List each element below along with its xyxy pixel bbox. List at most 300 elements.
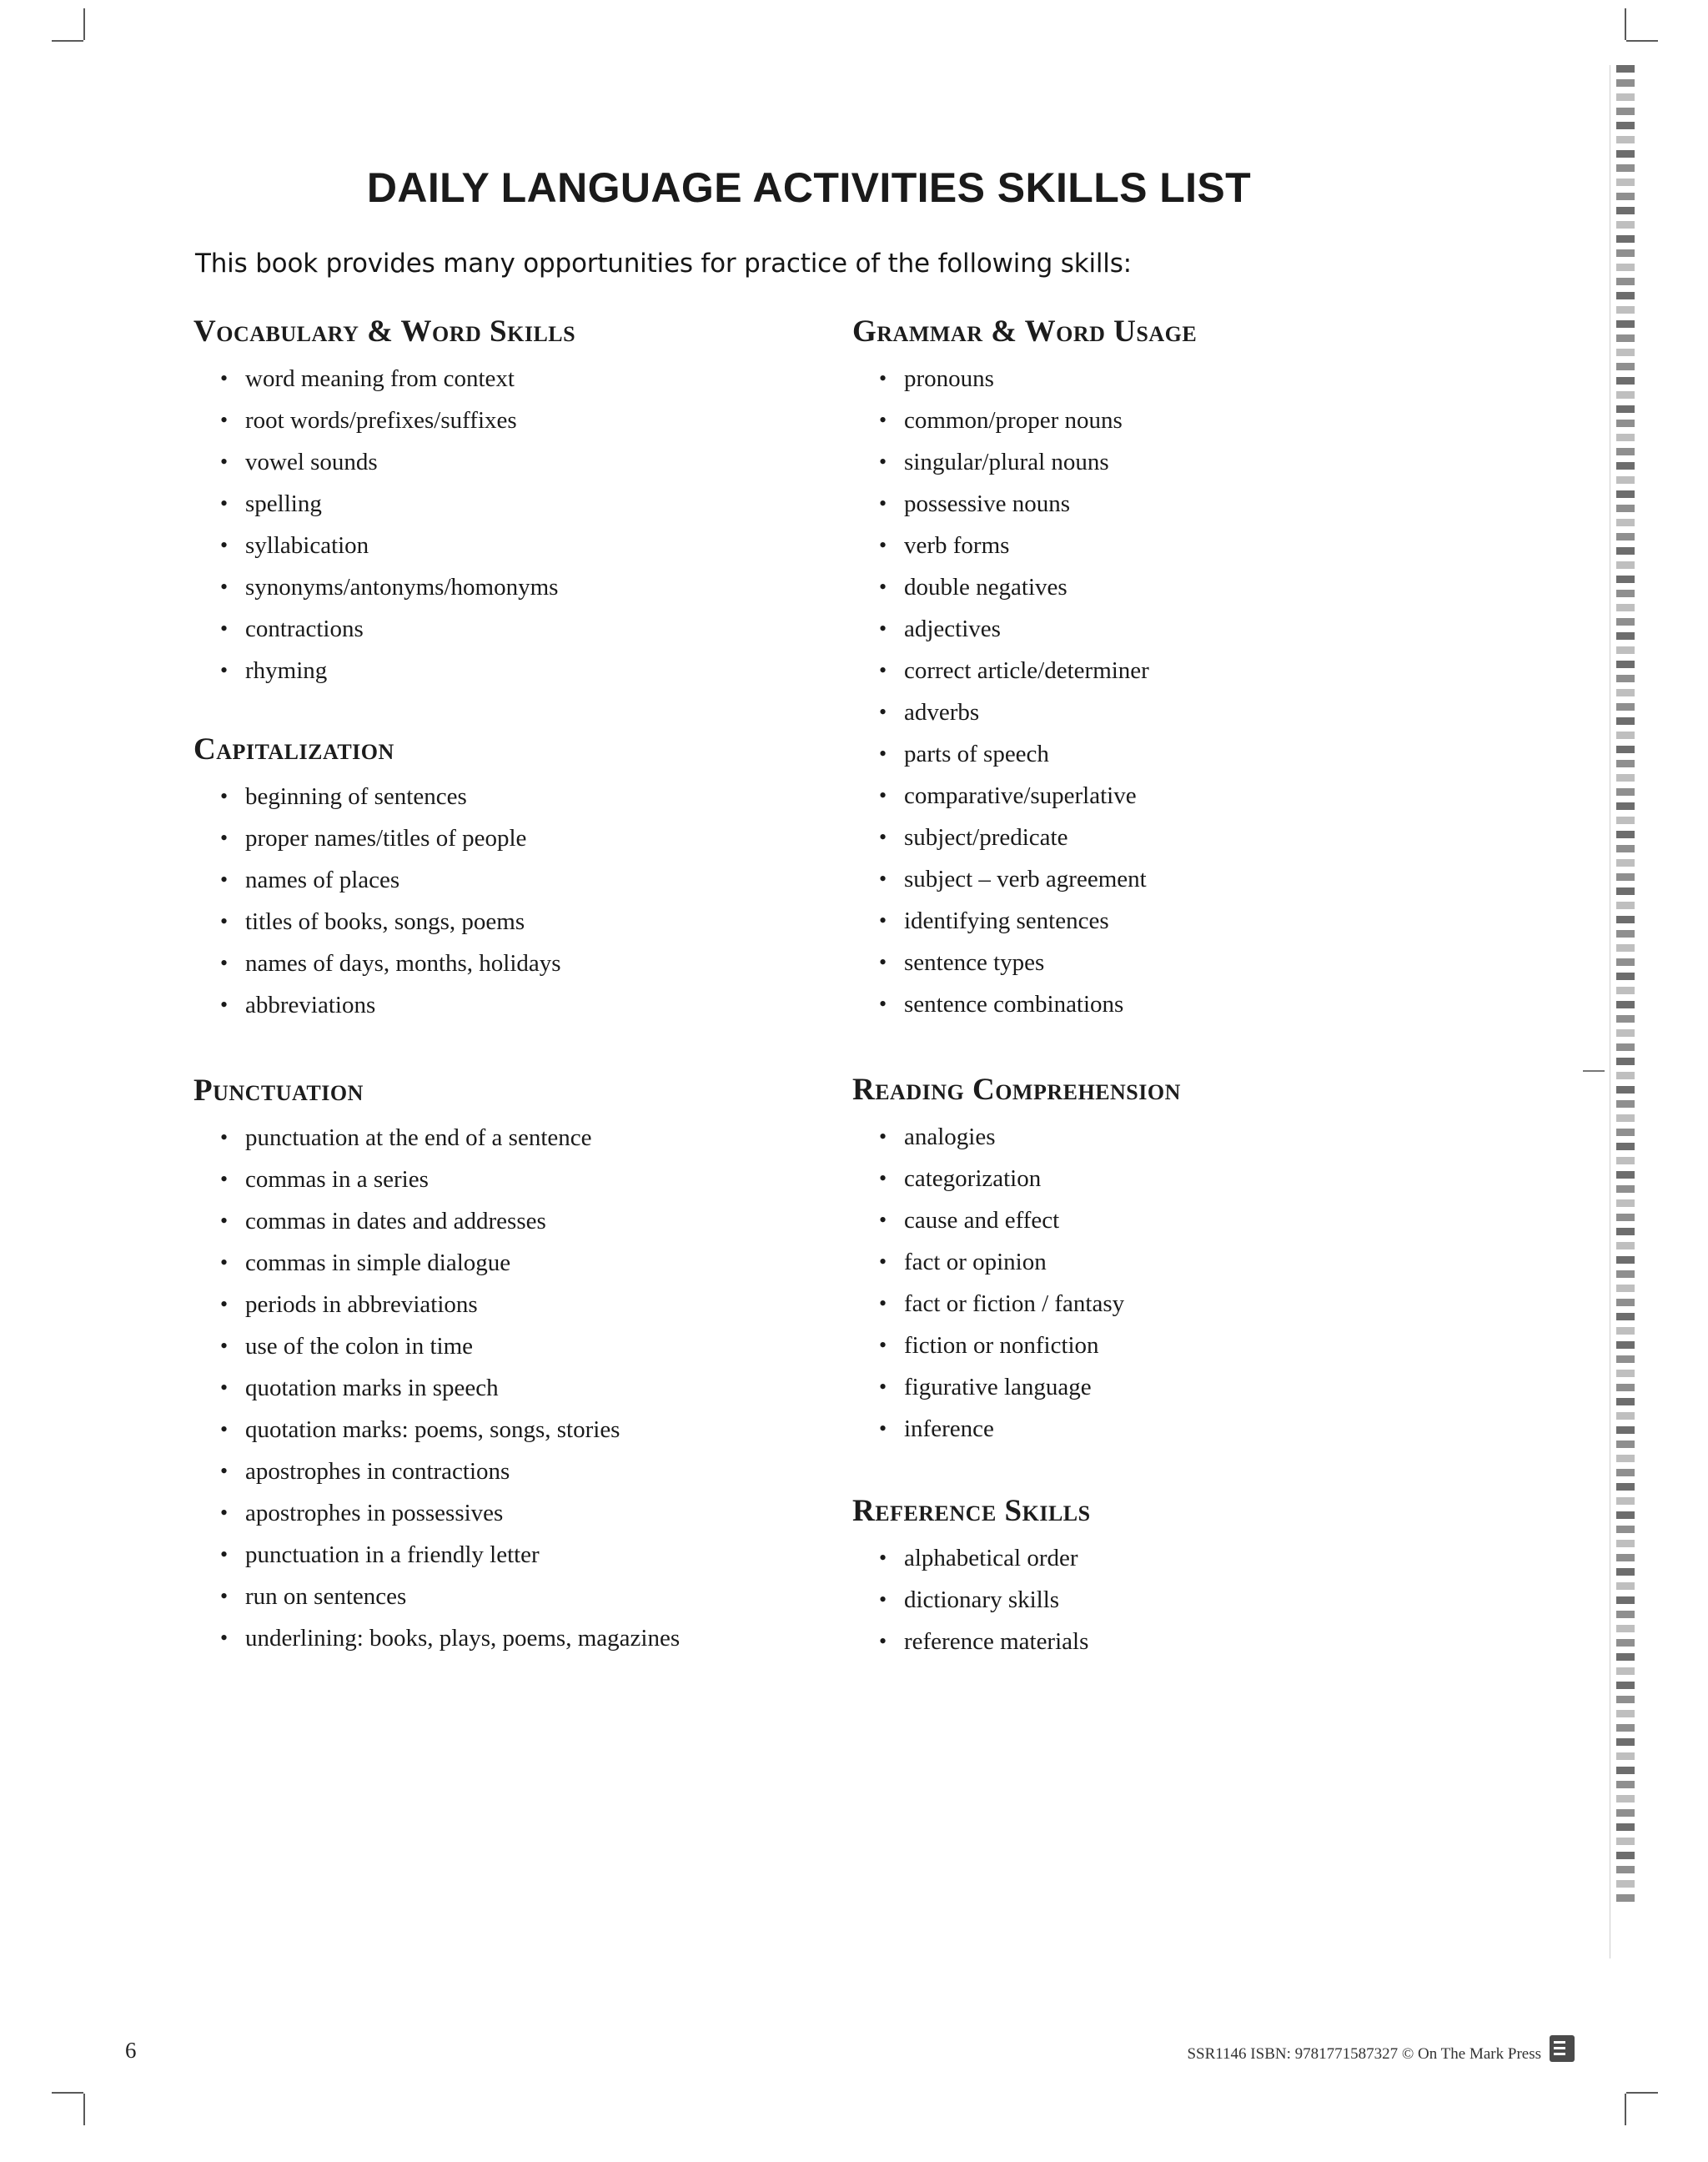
list-item-label: subject/predicate xyxy=(904,824,1068,851)
binding-tick xyxy=(1616,1185,1635,1193)
list-item-label: reference materials xyxy=(904,1628,1089,1655)
binding-tick xyxy=(1616,831,1635,838)
list-item-label: dictionary skills xyxy=(904,1586,1060,1613)
binding-tick xyxy=(1616,1327,1635,1335)
bullet-icon: • xyxy=(220,408,229,432)
binding-tick xyxy=(1616,79,1635,87)
binding-tick xyxy=(1616,618,1635,626)
list-item xyxy=(217,525,852,566)
list-item xyxy=(217,1200,852,1242)
list-item xyxy=(217,1617,852,1659)
binding-tick xyxy=(1616,1440,1635,1448)
list-item-label: syllabication xyxy=(245,532,369,559)
list-item xyxy=(876,1283,1411,1325)
list-item-label: figurative language xyxy=(904,1374,1092,1400)
list-item-label: inference xyxy=(904,1415,994,1442)
binding-tick xyxy=(1616,533,1635,540)
binding-tick xyxy=(1616,1285,1635,1292)
book-icon xyxy=(1550,2035,1575,2062)
bullet-icon: • xyxy=(879,1416,887,1440)
bullet-icon: • xyxy=(220,1417,229,1441)
binding-tick xyxy=(1616,873,1635,881)
binding-tick xyxy=(1616,1823,1635,1831)
binding-tick xyxy=(1616,1157,1635,1164)
list-item-label: synonyms/antonyms/homonyms xyxy=(245,574,559,601)
binding-strip xyxy=(1616,65,1635,1958)
page-number: 6 xyxy=(125,2038,137,2063)
list-item xyxy=(876,1366,1411,1408)
binding-tick xyxy=(1616,1171,1635,1179)
bullet-icon: • xyxy=(220,1334,229,1358)
section-heading-grammar: Grammar & Word Usage xyxy=(852,314,1198,349)
crop-mark-bottom-right-v xyxy=(1625,2094,1626,2125)
bullet-icon: • xyxy=(220,1125,229,1149)
list-item xyxy=(217,1492,852,1534)
binding-tick xyxy=(1616,802,1635,810)
binding-tick xyxy=(1616,1412,1635,1420)
bullet-icon: • xyxy=(220,658,229,682)
list-item-label: spelling xyxy=(245,490,322,517)
binding-tick xyxy=(1616,1214,1635,1221)
binding-tick xyxy=(1616,1767,1635,1774)
binding-tick xyxy=(1616,391,1635,399)
list-item-label: adverbs xyxy=(904,699,980,726)
list-item xyxy=(217,901,852,943)
list-item xyxy=(217,1409,852,1451)
list-item-label: double negatives xyxy=(904,574,1068,601)
binding-tick xyxy=(1616,1455,1635,1462)
binding-tick xyxy=(1616,1497,1635,1505)
list-item-label: categorization xyxy=(904,1165,1042,1192)
binding-tick xyxy=(1616,1086,1635,1094)
list-item xyxy=(876,900,1411,942)
binding-tick xyxy=(1616,377,1635,385)
binding-tick xyxy=(1616,1483,1635,1491)
list-item-label: apostrophes in possessives xyxy=(245,1500,504,1526)
binding-tick xyxy=(1616,1228,1635,1235)
binding-tick xyxy=(1616,1866,1635,1873)
list-item-label: identifying sentences xyxy=(904,908,1109,934)
binding-tick xyxy=(1616,363,1635,370)
list-item-label: pronouns xyxy=(904,365,994,392)
binding-tick xyxy=(1616,1568,1635,1576)
list-item-label: abbreviations xyxy=(245,992,376,1018)
binding-tick xyxy=(1616,1143,1635,1150)
list-item-label: names of days, months, holidays xyxy=(245,950,561,977)
binding-tick xyxy=(1616,1370,1635,1377)
binding-tick xyxy=(1616,1724,1635,1732)
binding-tick xyxy=(1616,235,1635,243)
binding-tick xyxy=(1616,122,1635,129)
binding-tick xyxy=(1616,590,1635,597)
binding-tick xyxy=(1616,760,1635,767)
binding-tick xyxy=(1616,1596,1635,1604)
bullet-icon: • xyxy=(879,992,887,1016)
bullet-icon: • xyxy=(879,575,887,599)
bullet-icon: • xyxy=(879,450,887,474)
list-item-label: titles of books, songs, poems xyxy=(245,908,525,935)
list-item-label: fact or fiction / fantasy xyxy=(904,1290,1125,1317)
binding-tick xyxy=(1616,746,1635,753)
binding-tick xyxy=(1616,788,1635,796)
list-item xyxy=(876,441,1411,483)
binding-tick xyxy=(1616,420,1635,427)
list-item xyxy=(876,1408,1411,1450)
binding-tick xyxy=(1616,1625,1635,1632)
bullet-icon: • xyxy=(220,1459,229,1483)
list-item xyxy=(217,817,852,859)
list-item xyxy=(217,1284,852,1325)
bullet-icon: • xyxy=(879,408,887,432)
binding-tick xyxy=(1616,150,1635,158)
list-item xyxy=(876,1241,1411,1283)
list-item xyxy=(876,775,1411,817)
binding-tick xyxy=(1616,65,1635,73)
bullet-icon: • xyxy=(879,1208,887,1232)
list-item xyxy=(217,984,852,1026)
binding-tick xyxy=(1616,1469,1635,1476)
list-item-label: beginning of sentences xyxy=(245,783,467,810)
binding-tick xyxy=(1616,1341,1635,1349)
section-grammar xyxy=(852,314,1411,1025)
binding-tick xyxy=(1616,973,1635,980)
list-item xyxy=(217,776,852,817)
list-item-label: rhyming xyxy=(245,657,328,684)
binding-tick xyxy=(1616,264,1635,271)
binding-tick xyxy=(1616,632,1635,640)
binding-tick xyxy=(1616,887,1635,895)
list-item xyxy=(876,817,1411,858)
intro-text: This book provides many opportunities for practice of the following skills: xyxy=(195,249,1132,279)
binding-tick xyxy=(1616,987,1635,994)
list-item-label: subject – verb agreement xyxy=(904,866,1147,892)
bullet-icon: • xyxy=(220,1584,229,1608)
list-item-label: commas in dates and addresses xyxy=(245,1208,546,1234)
binding-tick xyxy=(1616,1752,1635,1760)
bullet-icon: • xyxy=(879,1375,887,1399)
list-item-label: use of the colon in time xyxy=(245,1333,474,1360)
bullet-icon: • xyxy=(879,1546,887,1570)
bullet-icon: • xyxy=(879,491,887,515)
list-item xyxy=(876,1199,1411,1241)
bullet-icon: • xyxy=(220,533,229,557)
section-heading-capitalization: Capitalization xyxy=(193,732,394,767)
section-heading-punctuation: Punctuation xyxy=(193,1073,364,1108)
list-item-label: quotation marks: poems, songs, stories xyxy=(245,1416,620,1443)
binding-tick xyxy=(1616,490,1635,498)
bullet-icon: • xyxy=(879,533,887,557)
list-item xyxy=(876,650,1411,691)
bullet-icon: • xyxy=(220,784,229,808)
binding-tick xyxy=(1616,1299,1635,1306)
binding-tick xyxy=(1616,646,1635,654)
bullet-icon: • xyxy=(879,867,887,891)
binding-tick xyxy=(1616,207,1635,214)
list-item-label: sentence types xyxy=(904,949,1045,976)
list-item xyxy=(217,650,852,691)
binding-tick xyxy=(1616,1809,1635,1817)
binding-tick xyxy=(1616,930,1635,938)
binding-tick xyxy=(1616,1313,1635,1320)
bullet-icon: • xyxy=(879,1166,887,1190)
crop-mark-bottom-left-h xyxy=(52,2092,83,2094)
skill-list-reading-comprehension xyxy=(852,1116,1411,1450)
binding-tick xyxy=(1616,1355,1635,1363)
bullet-icon: • xyxy=(220,1209,229,1233)
binding-tick xyxy=(1616,476,1635,484)
list-item-label: punctuation in a friendly letter xyxy=(245,1541,540,1568)
list-item xyxy=(876,1116,1411,1158)
bullet-icon: • xyxy=(879,616,887,641)
binding-tick xyxy=(1616,845,1635,852)
binding-tick xyxy=(1616,1880,1635,1888)
binding-tick xyxy=(1616,859,1635,867)
bullet-icon: • xyxy=(879,1124,887,1149)
skill-list-vocabulary xyxy=(193,358,852,691)
binding-tick xyxy=(1616,505,1635,512)
binding-tick xyxy=(1616,1639,1635,1647)
bullet-icon: • xyxy=(220,1250,229,1275)
list-item xyxy=(217,1242,852,1284)
list-item-label: correct article/determiner xyxy=(904,657,1149,684)
list-item-label: parts of speech xyxy=(904,741,1049,767)
binding-tick xyxy=(1616,1511,1635,1519)
list-item-label: fiction or nonfiction xyxy=(904,1332,1099,1359)
crop-mark-top-left-v xyxy=(83,8,85,40)
skill-list-reference-skills xyxy=(852,1537,1411,1662)
binding-tick xyxy=(1616,547,1635,555)
list-item xyxy=(217,1159,852,1200)
binding-tick xyxy=(1616,448,1635,455)
bullet-icon: • xyxy=(220,909,229,933)
binding-tick xyxy=(1616,1384,1635,1391)
list-item-label: analogies xyxy=(904,1124,996,1150)
binding-tick xyxy=(1616,320,1635,328)
binding-tick xyxy=(1616,136,1635,143)
bullet-icon: • xyxy=(220,450,229,474)
list-item xyxy=(217,1325,852,1367)
list-item-label: underlining: books, plays, poems, magazines xyxy=(245,1625,681,1652)
list-item-label: names of places xyxy=(245,867,400,893)
binding-tick xyxy=(1616,462,1635,470)
bullet-icon: • xyxy=(220,951,229,975)
list-item xyxy=(876,1325,1411,1366)
binding-tick xyxy=(1616,1611,1635,1618)
binding-tick xyxy=(1616,561,1635,569)
binding-tick xyxy=(1616,703,1635,711)
binding-tick xyxy=(1616,1072,1635,1079)
binding-tick xyxy=(1616,164,1635,172)
list-item-label: singular/plural nouns xyxy=(904,449,1109,475)
bullet-icon: • xyxy=(220,1542,229,1566)
bullet-icon: • xyxy=(220,575,229,599)
bullet-icon: • xyxy=(879,1587,887,1611)
section-heading-reference-skills: Reference Skills xyxy=(852,1494,1091,1528)
list-item-label: fact or opinion xyxy=(904,1249,1047,1275)
list-item-label: adjectives xyxy=(904,616,1001,642)
bullet-icon: • xyxy=(220,867,229,892)
crop-mark-bottom-right-h xyxy=(1626,2092,1658,2094)
list-item-label: proper names/titles of people xyxy=(245,825,527,852)
crop-mark-bottom-left-v xyxy=(83,2094,85,2125)
binding-tick xyxy=(1616,1540,1635,1547)
binding-tick xyxy=(1616,93,1635,101)
list-item-label: vowel sounds xyxy=(245,449,378,475)
skills-columns xyxy=(193,314,1411,1701)
binding-tick xyxy=(1616,1043,1635,1051)
list-item xyxy=(876,983,1411,1025)
crop-mark-top-left-h xyxy=(52,40,83,42)
binding-tick xyxy=(1616,958,1635,966)
bullet-icon: • xyxy=(879,366,887,390)
list-item xyxy=(876,608,1411,650)
binding-dash-mark xyxy=(1583,1070,1605,1072)
crop-mark-top-right-v xyxy=(1625,8,1626,40)
bullet-icon: • xyxy=(879,658,887,682)
binding-tick xyxy=(1616,1129,1635,1136)
list-item-label: contractions xyxy=(245,616,364,642)
section-vocabulary xyxy=(193,314,852,691)
footer-credit: SSR1146 ISBN: 9781771587327 © On The Mark Press xyxy=(1187,2045,1541,2063)
binding-tick xyxy=(1616,732,1635,739)
list-item xyxy=(217,943,852,984)
binding-tick xyxy=(1616,1894,1635,1902)
binding-tick xyxy=(1616,249,1635,257)
binding-tick xyxy=(1616,1058,1635,1065)
binding-tick xyxy=(1616,519,1635,526)
binding-tick xyxy=(1616,1710,1635,1717)
binding-tick xyxy=(1616,774,1635,782)
page-content xyxy=(193,163,1411,1701)
binding-tick xyxy=(1616,717,1635,725)
list-item-label: quotation marks in speech xyxy=(245,1375,499,1401)
bullet-icon: • xyxy=(879,783,887,807)
list-item xyxy=(217,566,852,608)
section-capitalization xyxy=(193,732,852,1026)
list-item xyxy=(217,483,852,525)
binding-tick xyxy=(1616,661,1635,668)
list-item xyxy=(217,358,852,400)
binding-tick xyxy=(1616,1526,1635,1533)
binding-tick xyxy=(1616,405,1635,413)
list-item xyxy=(876,858,1411,900)
skill-list-punctuation xyxy=(193,1117,852,1659)
bullet-icon: • xyxy=(879,1249,887,1274)
list-item xyxy=(217,1576,852,1617)
binding-tick xyxy=(1616,916,1635,923)
binding-tick xyxy=(1616,689,1635,696)
binding-tick xyxy=(1616,1653,1635,1661)
page-title: DAILY LANGUAGE ACTIVITIES SKILLS LIST xyxy=(366,164,1252,211)
section-reading-comprehension xyxy=(852,1072,1411,1450)
binding-tick xyxy=(1616,1398,1635,1405)
bullet-icon: • xyxy=(220,1626,229,1650)
list-item-label: comparative/superlative xyxy=(904,782,1137,809)
binding-tick xyxy=(1616,675,1635,682)
binding-tick xyxy=(1616,1256,1635,1264)
binding-tick xyxy=(1616,1100,1635,1108)
binding-tick xyxy=(1616,1852,1635,1859)
list-item xyxy=(217,400,852,441)
binding-tick xyxy=(1616,178,1635,186)
binding-tick xyxy=(1616,1795,1635,1803)
bullet-icon: • xyxy=(220,1292,229,1316)
bullet-icon: • xyxy=(220,993,229,1017)
list-item xyxy=(217,1117,852,1159)
binding-tick xyxy=(1616,306,1635,314)
bullet-icon: • xyxy=(879,1333,887,1357)
binding-tick xyxy=(1616,1015,1635,1023)
list-item xyxy=(217,1367,852,1409)
bullet-icon: • xyxy=(220,1501,229,1525)
list-item-label: common/proper nouns xyxy=(904,407,1123,434)
binding-tick xyxy=(1616,1001,1635,1008)
list-item xyxy=(217,1451,852,1492)
binding-tick xyxy=(1616,1582,1635,1590)
list-item-label: commas in simple dialogue xyxy=(245,1249,511,1276)
bullet-icon: • xyxy=(220,1375,229,1400)
binding-tick xyxy=(1616,221,1635,229)
list-item xyxy=(217,1534,852,1576)
bullet-icon: • xyxy=(220,366,229,390)
bullet-icon: • xyxy=(879,950,887,974)
list-item-label: verb forms xyxy=(904,532,1010,559)
binding-tick xyxy=(1616,349,1635,356)
list-item-label: punctuation at the end of a sentence xyxy=(245,1124,592,1151)
binding-tick xyxy=(1616,334,1635,342)
section-heading-vocabulary: Vocabulary & Word Skills xyxy=(193,314,576,349)
binding-tick xyxy=(1616,292,1635,299)
list-item-label: word meaning from context xyxy=(245,365,515,392)
binding-tick xyxy=(1616,944,1635,952)
binding-tick xyxy=(1616,1029,1635,1037)
list-item-label: root words/prefixes/suffixes xyxy=(245,407,517,434)
skill-list-grammar xyxy=(852,358,1411,1025)
list-item xyxy=(876,1537,1411,1579)
binding-tick xyxy=(1616,1696,1635,1703)
binding-tick xyxy=(1616,604,1635,611)
binding-tick xyxy=(1616,108,1635,115)
list-item xyxy=(876,733,1411,775)
binding-tick xyxy=(1616,1838,1635,1845)
section-heading-reading-comprehension: Reading Comprehension xyxy=(852,1073,1181,1107)
binding-tick xyxy=(1616,1199,1635,1207)
list-item xyxy=(876,691,1411,733)
list-item xyxy=(876,483,1411,525)
binding-tick xyxy=(1616,1114,1635,1122)
bullet-icon: • xyxy=(879,1291,887,1315)
binding-tick xyxy=(1616,1682,1635,1689)
list-item xyxy=(217,859,852,901)
binding-tick xyxy=(1616,1781,1635,1788)
list-item xyxy=(876,566,1411,608)
bullet-icon: • xyxy=(879,825,887,849)
binding-tick xyxy=(1616,817,1635,824)
list-item xyxy=(876,525,1411,566)
bullet-icon: • xyxy=(879,1629,887,1653)
list-item-label: sentence combinations xyxy=(904,991,1124,1018)
crop-mark-top-right-h xyxy=(1626,40,1658,42)
binding-tick xyxy=(1616,1554,1635,1561)
bullet-icon: • xyxy=(220,491,229,515)
right-column xyxy=(852,314,1411,1701)
list-item xyxy=(217,441,852,483)
list-item xyxy=(876,1579,1411,1621)
list-item-label: possessive nouns xyxy=(904,490,1070,517)
bullet-icon: • xyxy=(220,826,229,850)
bullet-icon: • xyxy=(220,616,229,641)
list-item xyxy=(876,400,1411,441)
